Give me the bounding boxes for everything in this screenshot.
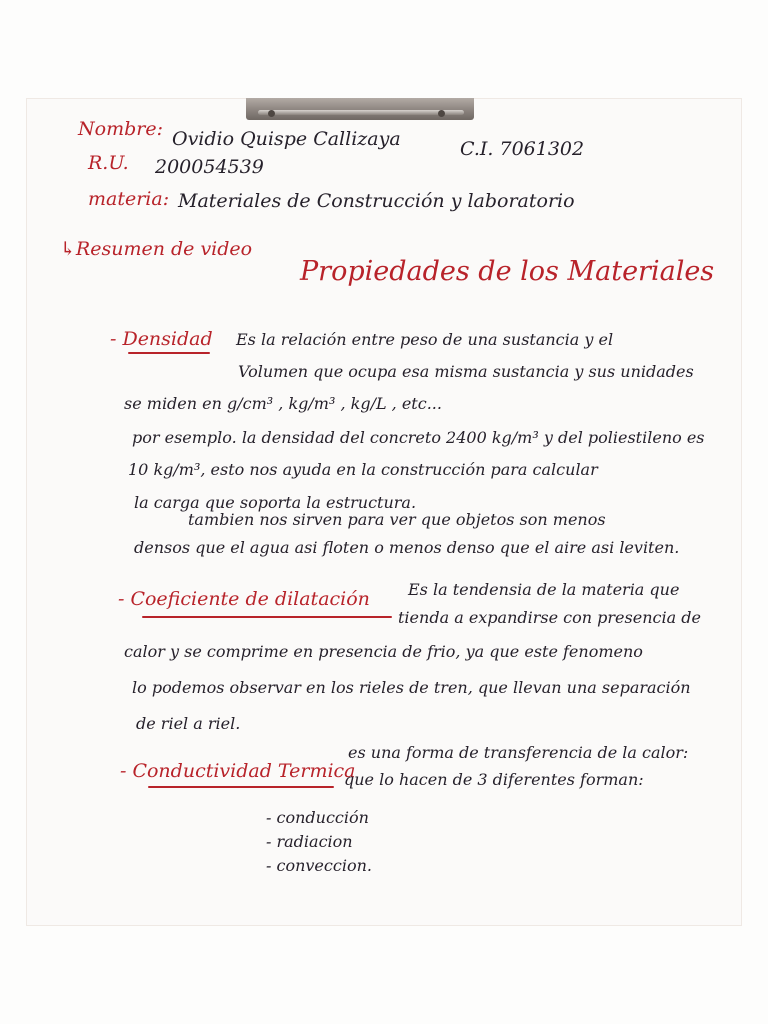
dilatacion-line: lo podemos observar en los rieles de tren, que llevan una separación bbox=[132, 678, 691, 697]
materia-label: materia: bbox=[88, 188, 170, 210]
densidad-underline bbox=[128, 352, 210, 354]
dilatacion-line: tienda a expandirse con presencia de bbox=[398, 608, 701, 627]
dilatacion-line: Es la tendensia de la materia que bbox=[408, 580, 680, 599]
ru-value: 200054539 bbox=[155, 156, 264, 178]
dilatacion-heading: - Coeficiente de dilatación bbox=[118, 588, 370, 610]
densidad-line: 10 kg/m³, esto nos ayuda en la construcción para calcular bbox=[128, 460, 598, 479]
conductividad-line: que lo hacen de 3 diferentes forman: bbox=[344, 770, 644, 789]
clip-screw-right bbox=[438, 110, 445, 117]
conductividad-item: - radiacion bbox=[266, 832, 353, 851]
conductividad-item: - conveccion. bbox=[266, 856, 372, 875]
clipboard-clip-bar bbox=[258, 110, 464, 115]
dilatacion-line: de riel a riel. bbox=[136, 714, 241, 733]
densidad-line: por esemplo. la densidad del concreto 2400 kg/m³ y del poliestileno es bbox=[132, 428, 705, 447]
dilatacion-underline bbox=[142, 616, 392, 618]
densidad-line: Volumen que ocupa esa misma sustancia y sus unidades bbox=[238, 362, 694, 381]
densidad-heading: - Densidad bbox=[110, 328, 213, 350]
clip-screw-left bbox=[268, 110, 275, 117]
densidad-line: densos que el agua asi floten o menos denso que el aire asi leviten. bbox=[134, 538, 680, 557]
resumen-label: ↳Resumen de video bbox=[60, 238, 253, 260]
conductividad-line: es una forma de transferencia de la calor: bbox=[348, 743, 689, 762]
densidad-line: tambien nos sirven para ver que objetos son menos bbox=[188, 510, 606, 529]
dilatacion-line: calor y se comprime en presencia de frio, ya que este fenomeno bbox=[124, 642, 643, 661]
name-value: Ovidio Quispe Callizaya bbox=[172, 128, 401, 150]
conductividad-underline bbox=[148, 786, 334, 788]
conductividad-item: - conducción bbox=[266, 808, 369, 827]
page-title: Propiedades de los Materiales bbox=[300, 256, 715, 287]
densidad-line: se miden en g/cm³ , kg/m³ , kg/L , etc... bbox=[124, 394, 442, 413]
ru-label: R.U. bbox=[88, 152, 129, 174]
densidad-line: Es la relación entre peso de una sustancia y el bbox=[236, 330, 614, 349]
materia-value: Materiales de Construcción y laboratorio bbox=[178, 190, 575, 212]
name-label: Nombre: bbox=[78, 118, 163, 140]
densidad-line: la carga que soporta la estructura. bbox=[134, 493, 417, 512]
ci-number: C.I. 7061302 bbox=[460, 138, 585, 160]
conductividad-heading: - Conductividad Termica bbox=[120, 760, 356, 782]
